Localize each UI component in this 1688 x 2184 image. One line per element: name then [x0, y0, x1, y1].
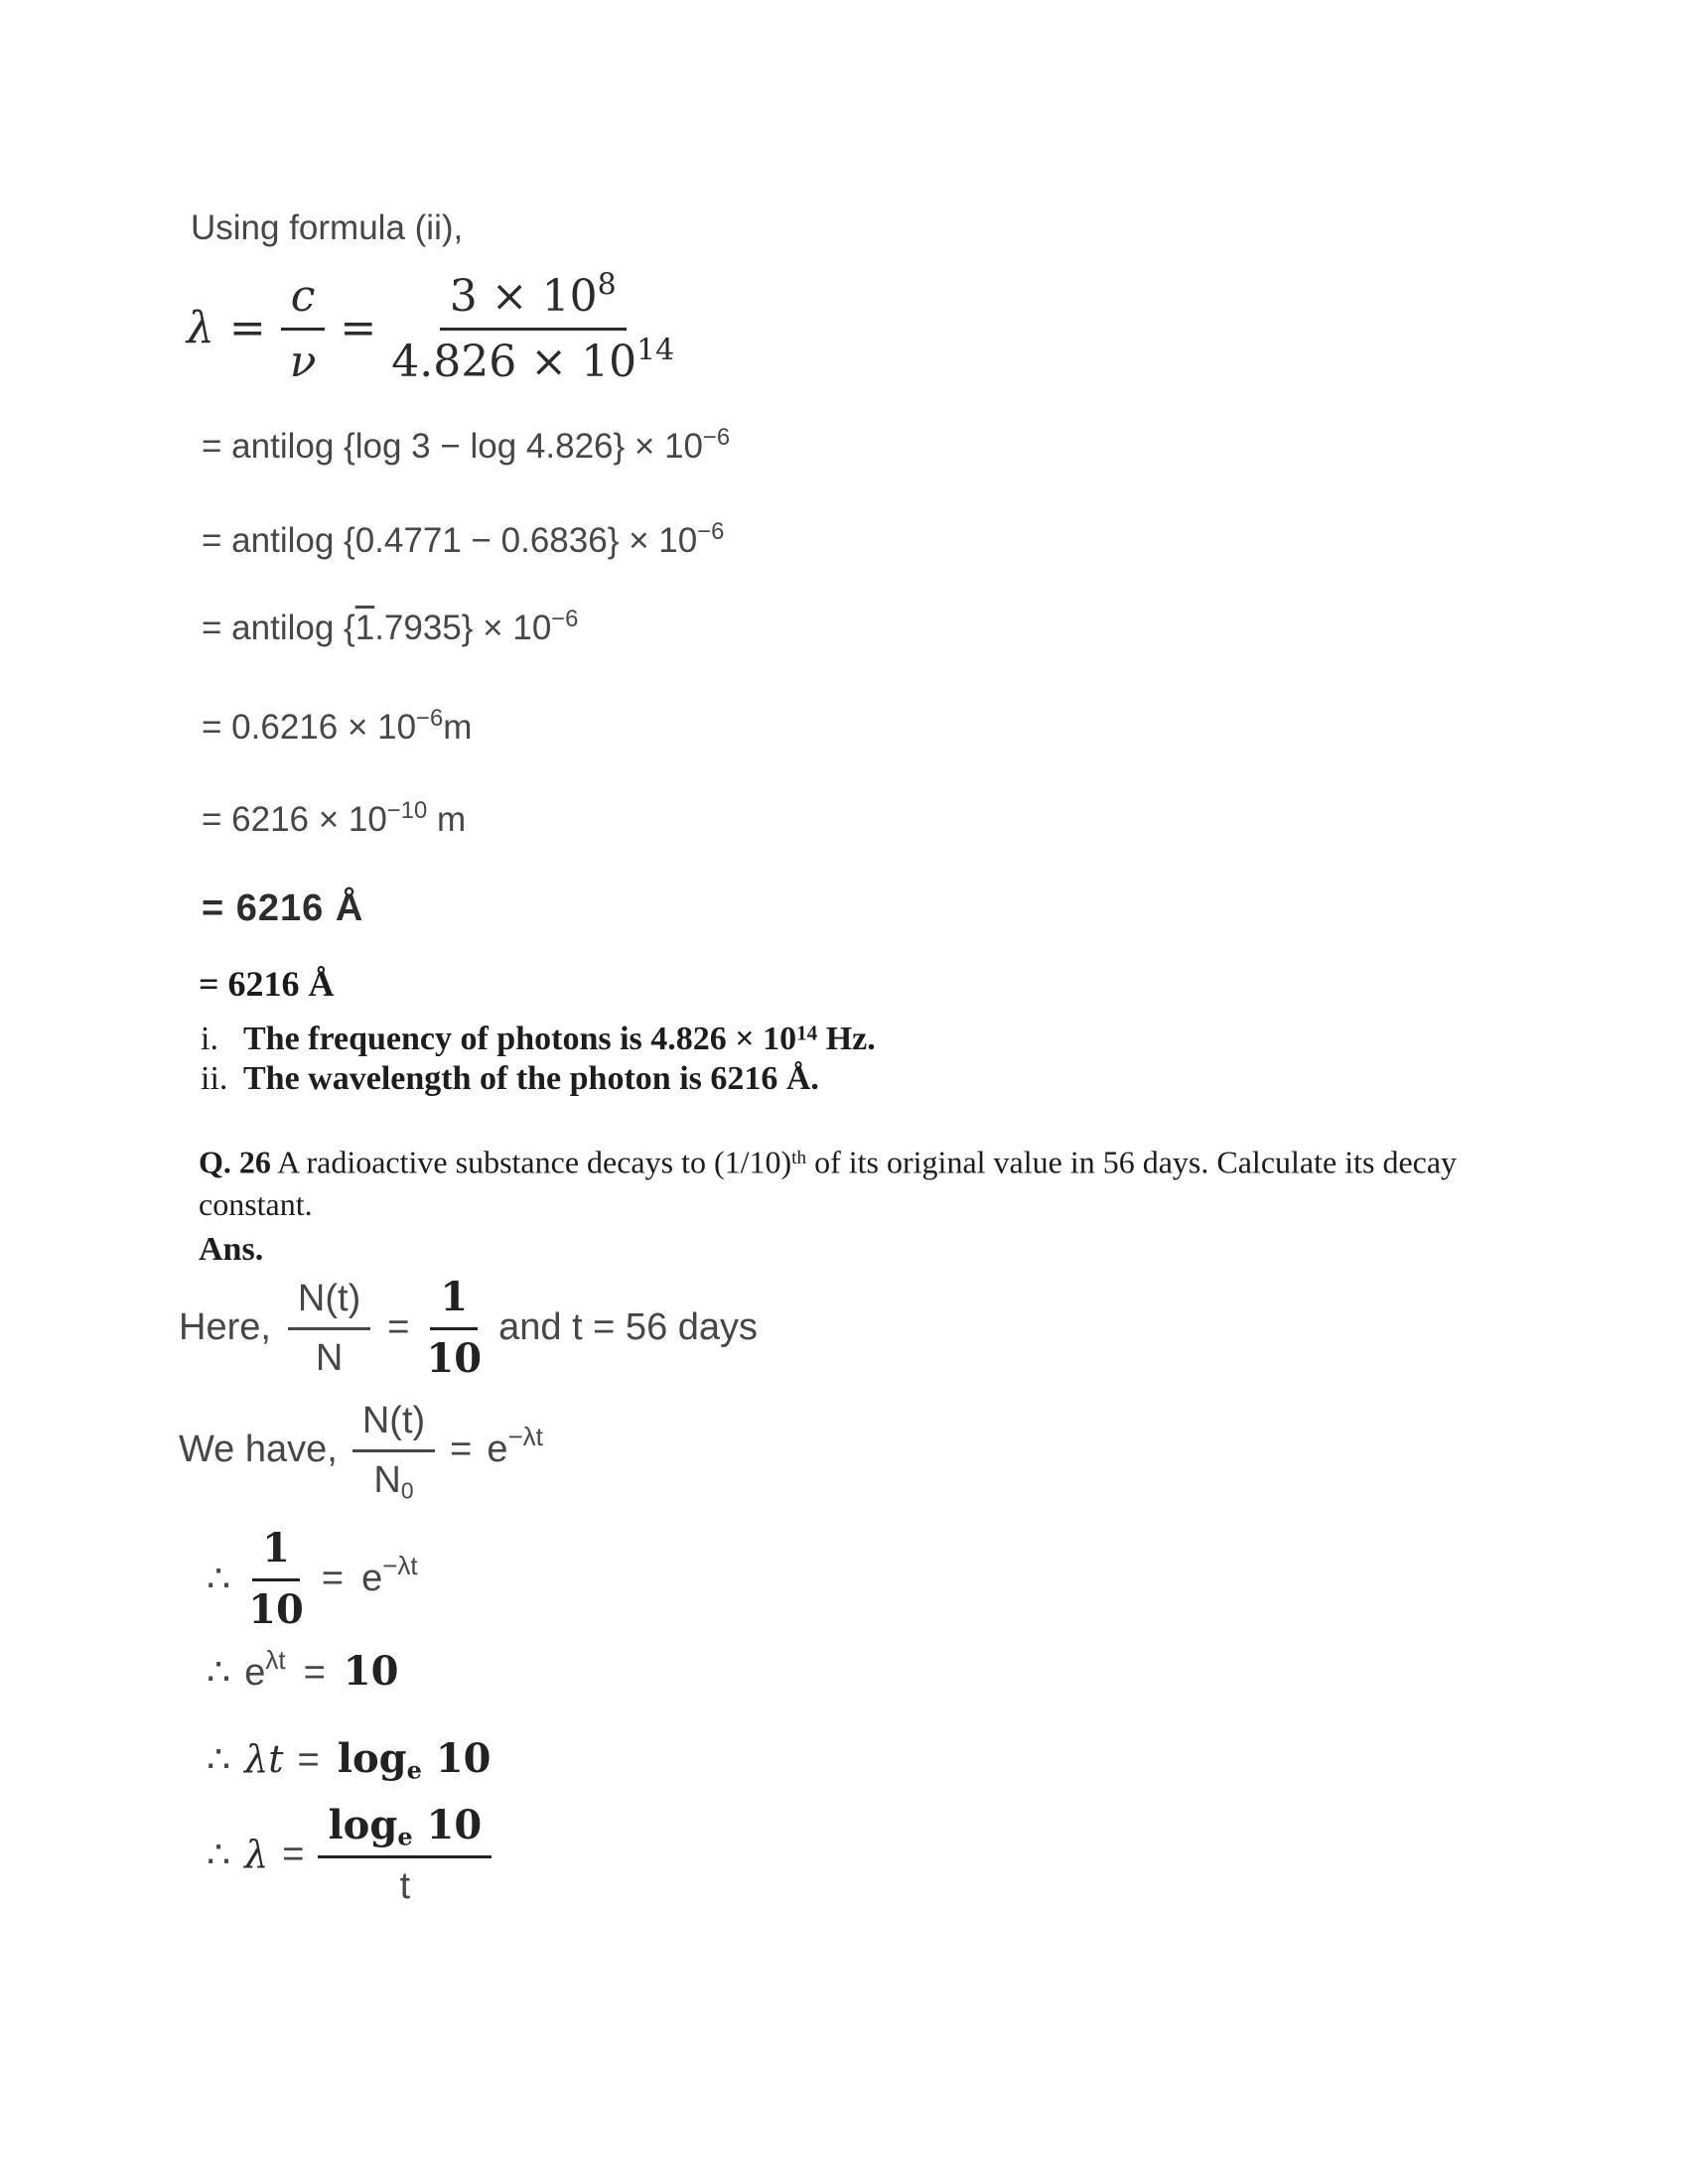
- equals-sign: =: [387, 1305, 410, 1348]
- e-exponent: −λt: [507, 1421, 543, 1451]
- step-antilog-values: [202, 517, 725, 561]
- step-decimal-result: [202, 704, 473, 748]
- equation-therefore-3: [207, 1735, 492, 1785]
- lambda-t-term: λt: [244, 1737, 284, 1781]
- conclusion-item-frequency: [201, 1021, 876, 1058]
- denominator-base: N: [373, 1458, 401, 1501]
- therefore-symbol: ∴: [207, 1558, 231, 1600]
- fraction-nt-over-n0: [352, 1398, 435, 1501]
- fraction-log-over-t: [318, 1802, 492, 1907]
- here-label: Here,: [179, 1305, 271, 1348]
- denominator-n0: [373, 1452, 413, 1502]
- equation-therefore-1: [207, 1525, 418, 1633]
- fraction-one-tenth: [426, 1274, 482, 1382]
- lambda-symbol: λ: [244, 1833, 269, 1877]
- conclusion-text: [243, 1021, 876, 1057]
- step-unit: m: [443, 708, 473, 747]
- step-text: .7935} × 10: [374, 609, 552, 647]
- log-word: log: [337, 1735, 407, 1782]
- denominator-subscript: 0: [400, 1476, 414, 1503]
- conclusion-pre: The frequency of photons is 4.826 × 10: [243, 1021, 797, 1057]
- step-text: = antilog {log 3 − log 4.826} × 10: [202, 427, 704, 466]
- exponential-term: [487, 1421, 543, 1471]
- e-exponent: −λt: [382, 1550, 418, 1580]
- conclusion-item-wavelength: [201, 1060, 819, 1098]
- value-ten: 10: [343, 1648, 399, 1695]
- e-base: e: [361, 1557, 383, 1599]
- therefore-symbol: ∴: [207, 1739, 231, 1781]
- step-exponent: −10: [386, 796, 428, 824]
- result-angstrom-bold-sans: = 6216 Å: [202, 887, 364, 929]
- list-marker-ii: ii.: [201, 1060, 228, 1097]
- fraction-nt-over-n: [288, 1276, 370, 1379]
- question-text-cont: of its original value in 56 days. Calculate its decay constant.: [199, 1144, 1458, 1222]
- conclusion-pre: The wavelength of the photon is 6216 Å.: [243, 1060, 819, 1097]
- step-antilog-logs: [202, 423, 731, 467]
- numerator-base: 3 × 10: [449, 271, 598, 322]
- equation-therefore-4: [207, 1802, 492, 1907]
- question-text: A radioactive substance decays to (1/10): [270, 1144, 792, 1180]
- denominator-nu: ν: [289, 337, 317, 388]
- equals-sign: =: [321, 1557, 345, 1599]
- equals-sign: =: [303, 1652, 326, 1694]
- exponential-term: [361, 1550, 418, 1600]
- therefore-symbol: ∴: [207, 1652, 231, 1694]
- denominator-value: [391, 331, 674, 386]
- conclusion-text: [243, 1060, 819, 1097]
- question-paragraph: [199, 1138, 1524, 1225]
- equation-here: [179, 1274, 758, 1382]
- e-exponent: λt: [265, 1644, 286, 1675]
- numerator-exponent: 8: [597, 267, 617, 303]
- equals-sign: =: [228, 303, 266, 354]
- step-unit: m: [427, 800, 467, 839]
- numerator-value: [440, 267, 627, 331]
- equals-sign: =: [297, 1739, 320, 1781]
- equation-therefore-2: [207, 1644, 399, 1695]
- log-argument: 10: [426, 1802, 483, 1848]
- we-have-label: We have,: [179, 1428, 338, 1470]
- denominator-base: 4.826 × 10: [391, 337, 637, 388]
- formula-wavelength: [187, 267, 675, 388]
- step-angstrom-power: [202, 796, 467, 840]
- lambda-symbol: λ: [187, 303, 214, 354]
- e-base: e: [244, 1652, 266, 1694]
- numerator-one: 1: [252, 1525, 300, 1581]
- conclusion-exponent: 14: [796, 1021, 818, 1045]
- step-antilog-bar: [202, 605, 579, 648]
- log-word: log: [328, 1802, 398, 1848]
- step-exponent: −6: [551, 605, 579, 632]
- step-exponent: −6: [697, 517, 725, 545]
- log-term: [337, 1735, 492, 1785]
- step-text: = 6216 × 10: [202, 800, 387, 839]
- denominator-n: N: [315, 1336, 344, 1379]
- numerator-nt: N(t): [352, 1398, 435, 1452]
- log-base-e: e: [406, 1755, 422, 1785]
- answer-label: Ans.: [199, 1231, 264, 1268]
- question-ordinal-sup: th: [791, 1148, 807, 1168]
- step-exponent: −6: [703, 423, 731, 451]
- e-base: e: [487, 1428, 508, 1470]
- overbar-digit: 1: [354, 609, 375, 647]
- fraction-value: [391, 267, 675, 388]
- conclusion-post: Hz.: [817, 1021, 876, 1057]
- denominator-t: t: [399, 1864, 411, 1907]
- denominator-ten: 10: [248, 1585, 304, 1633]
- intro-line: Using formula (ii),: [191, 208, 464, 247]
- result-angstrom-bold-serif: = 6216 Å: [199, 964, 335, 1004]
- numerator-log: [318, 1802, 492, 1858]
- numerator-c: c: [281, 270, 326, 331]
- equals-sign: =: [450, 1428, 473, 1470]
- therefore-symbol: ∴: [207, 1834, 231, 1876]
- fraction-c-over-nu: [281, 270, 326, 387]
- time-condition: and t = 56 days: [498, 1305, 759, 1348]
- list-marker-i: i.: [201, 1021, 218, 1057]
- fraction-one-tenth: [248, 1525, 304, 1633]
- step-text: = antilog {: [202, 609, 355, 647]
- denominator-exponent: 14: [636, 333, 675, 368]
- numerator-one: 1: [430, 1274, 478, 1330]
- step-text: = antilog {0.4771 − 0.6836} × 10: [202, 521, 698, 560]
- denominator-ten: 10: [426, 1334, 483, 1382]
- equals-sign: =: [340, 303, 377, 354]
- equation-we-have: [179, 1398, 543, 1501]
- question-number: Q. 26: [199, 1144, 271, 1180]
- step-exponent: −6: [416, 704, 444, 732]
- numerator-nt: N(t): [288, 1276, 370, 1330]
- equals-sign: =: [282, 1833, 305, 1875]
- step-text: = 0.6216 × 10: [202, 708, 417, 747]
- log-argument: 10: [435, 1735, 492, 1782]
- exponential-term: [244, 1644, 286, 1694]
- log-base-e: e: [397, 1822, 413, 1851]
